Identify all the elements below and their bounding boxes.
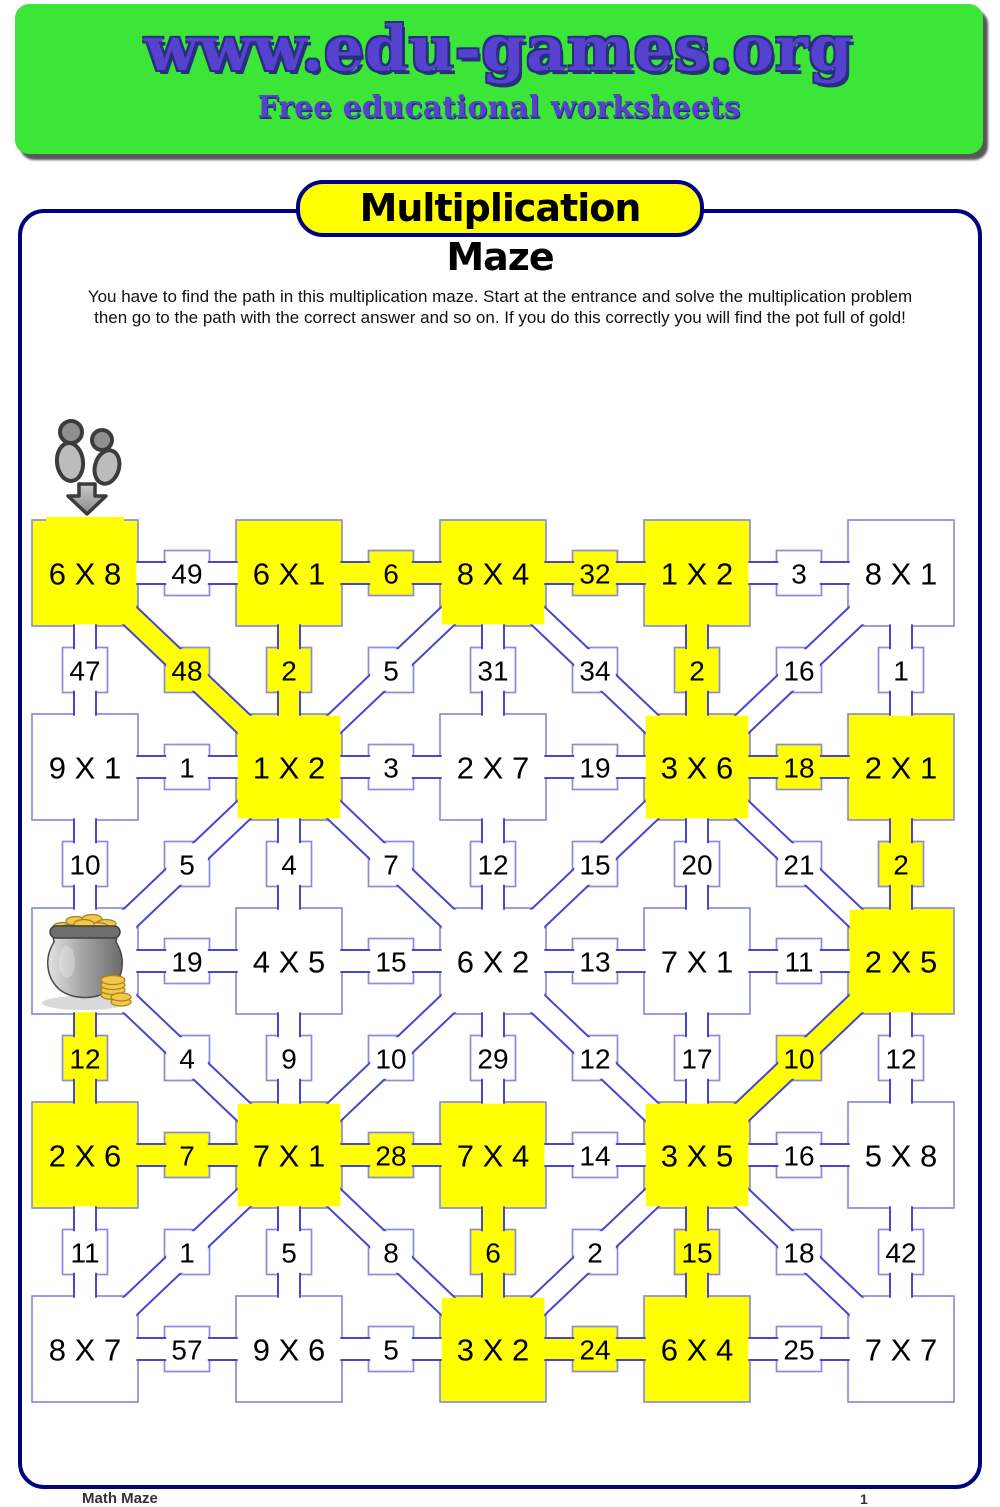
instructions-line2: then go to the path with the correct answer and so on. If you do this correctly you will find the pot full of gold! (94, 308, 906, 327)
maze-problem-label: 3 X 6 (660, 750, 734, 786)
maze-answer-label: 21 (783, 849, 815, 881)
footer-worksheet-name: Math Maze (82, 1490, 158, 1507)
maze-answer-label: 15 (579, 849, 611, 881)
maze-answer-label: 11 (70, 1237, 100, 1269)
maze-answer-label: 5 (281, 1237, 297, 1269)
maze-problem-label: 8 X 7 (48, 1332, 122, 1368)
maze-answer-label: 47 (69, 655, 101, 687)
maze-problem-label: 6 X 4 (660, 1332, 734, 1368)
maze-answer-label: 29 (477, 1043, 509, 1075)
maze-answer-label: 5 (383, 655, 399, 687)
maze-answer-label: 19 (171, 946, 203, 978)
maze-answer-label: 1 (893, 655, 909, 687)
maze-problem-label: 8 X 1 (864, 556, 938, 592)
maze-answer-label: 32 (579, 558, 611, 590)
maze-answer-label: 42 (885, 1237, 917, 1269)
maze-answer-label: 6 (383, 558, 399, 590)
maze-problem-label: 2 X 5 (864, 944, 938, 980)
maze-answer-label: 12 (885, 1043, 917, 1075)
maze-problem-label: 8 X 4 (456, 556, 530, 592)
maze-answer-label: 3 (383, 752, 399, 784)
footer-page-number: 1 (860, 1491, 868, 1507)
maze-answer-label: 10 (69, 849, 101, 881)
maze-answer-label: 12 (477, 849, 509, 881)
maze-answer-label: 6 (485, 1237, 501, 1269)
maze-problem-label: 7 X 7 (864, 1332, 938, 1368)
worksheet-title-badge: Multiplication Maze (296, 180, 704, 237)
maze-answer-label: 11 (784, 946, 814, 978)
maze-problem-label: 1 X 2 (660, 556, 734, 592)
maze-answer-label: 5 (179, 849, 195, 881)
maze-problem-label: 3 X 5 (660, 1138, 734, 1174)
maze-answer-label: 48 (171, 655, 203, 687)
maze-answer-label: 2 (587, 1237, 603, 1269)
maze-answer-label: 10 (783, 1043, 815, 1075)
maze-answer-label: 16 (783, 655, 815, 687)
maze-answer-label: 14 (579, 1140, 611, 1172)
down-arrow-icon (68, 484, 106, 514)
maze-answer-label: 28 (375, 1140, 407, 1172)
maze-problem-label: 2 X 1 (864, 750, 938, 786)
maze-grid (32, 517, 954, 1402)
maze-answer-label: 15 (681, 1237, 713, 1269)
maze-answer-label: 12 (579, 1043, 611, 1075)
maze-answer-label: 19 (579, 752, 611, 784)
maze-problem-label: 2 X 6 (48, 1138, 122, 1174)
instructions-line1: You have to find the path in this multiplication maze. Start at the entrance and solve the multiplication problem (87, 287, 913, 306)
maze-answer-label: 3 (791, 558, 807, 590)
maze-problem-label: 4 X 5 (252, 944, 326, 980)
maze-answer-label: 7 (179, 1140, 195, 1172)
maze-problem-label: 9 X 1 (48, 750, 122, 786)
maze-answer-label: 20 (681, 849, 713, 881)
maze-problem-label: 5 X 8 (864, 1138, 938, 1174)
maze-answer-label: 34 (579, 655, 611, 687)
maze-answer-label: 5 (383, 1334, 399, 1366)
maze-answer-label: 7 (383, 849, 399, 881)
maze-answer-label: 49 (171, 558, 203, 590)
maze-problem-label: 2 X 7 (456, 750, 530, 786)
maze-problem-label: 6 X 8 (48, 556, 122, 592)
maze-answer-label: 17 (681, 1043, 713, 1075)
maze-problem-label: 9 X 6 (252, 1332, 326, 1368)
maze-answer-label: 2 (893, 849, 909, 881)
maze-answer-label: 15 (375, 946, 407, 978)
maze-problem-label: 3 X 2 (456, 1332, 530, 1368)
maze-answer-label: 9 (281, 1043, 297, 1075)
maze-problem-label: 7 X 4 (456, 1138, 530, 1174)
footprints-icon (55, 421, 123, 487)
maze-answer-label: 31 (477, 655, 509, 687)
maze-answer-label: 16 (783, 1140, 815, 1172)
maze-answer-label: 8 (383, 1237, 399, 1269)
maze-answer-label: 18 (783, 1237, 815, 1269)
maze-answer-label: 2 (281, 655, 297, 687)
maze-problem-label: 7 X 1 (660, 944, 734, 980)
maze-problem-label: 6 X 2 (456, 944, 530, 980)
maze-answer-label: 1 (179, 752, 195, 784)
maze-problem-label: 6 X 1 (252, 556, 326, 592)
maze-answer-label: 4 (281, 849, 297, 881)
maze-problem-label: 7 X 1 (252, 1138, 326, 1174)
maze-answer-label: 24 (579, 1334, 611, 1366)
site-title: www.edu-games.org (144, 12, 854, 85)
maze-answer-label: 13 (579, 946, 611, 978)
maze-answer-label: 4 (179, 1043, 195, 1075)
maze-answer-label: 12 (69, 1043, 101, 1075)
maze-answer-label: 18 (783, 752, 815, 784)
maze-answer-label: 57 (171, 1334, 203, 1366)
maze-problem-label: 1 X 2 (252, 750, 326, 786)
maze-answer-label: 10 (375, 1043, 407, 1075)
maze-answer-label: 25 (783, 1334, 815, 1366)
maze-answer-label: 1 (179, 1237, 195, 1269)
site-tagline: Free educational worksheets (257, 90, 741, 125)
maze-answer-label: 2 (689, 655, 705, 687)
